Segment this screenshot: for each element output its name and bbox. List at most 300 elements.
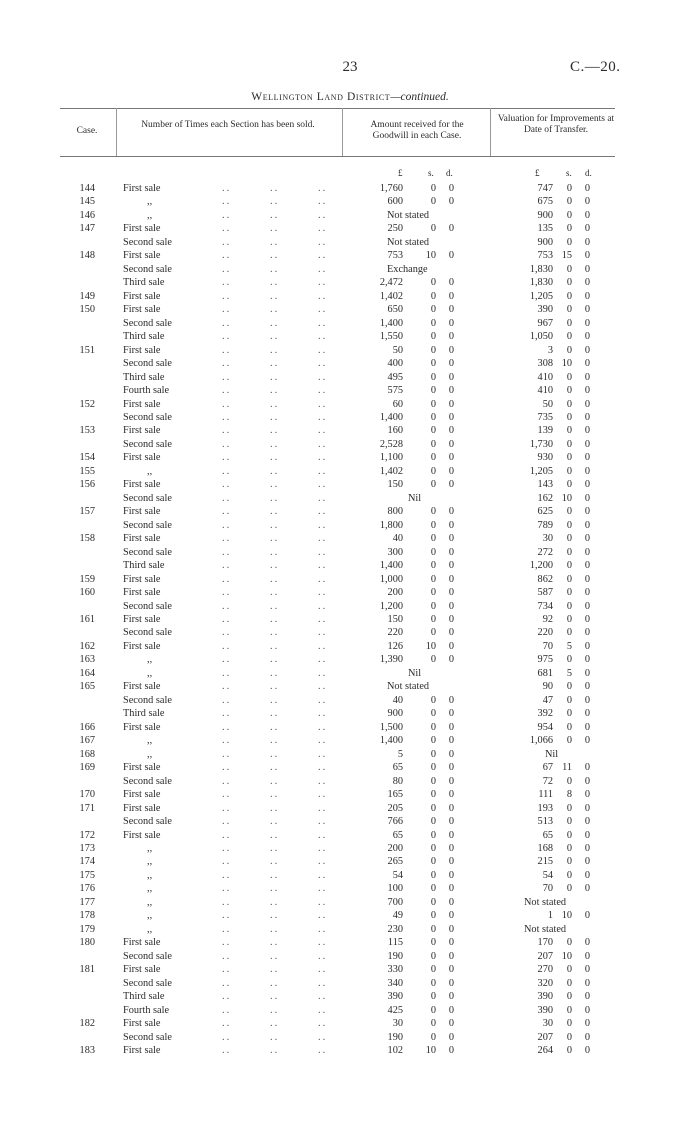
times-sold: First sale [123,614,161,625]
amount-shillings: 0 [430,977,436,989]
case-number: 178 [79,910,95,922]
valuation-pounds: 954 [537,721,553,733]
valuation-pounds: 220 [537,627,553,639]
leader-dots: .. [318,614,328,625]
leader-dots: .. [270,977,280,989]
valuation-pounds: 735 [537,411,553,423]
valuation-pounds: 308 [537,358,553,370]
case-number: 177 [79,896,95,908]
table-row [0,1004,700,1017]
leader-dots: .. [222,398,232,410]
table-title-suffix: —continued. [390,91,449,103]
amount-pounds: 126 [387,640,403,652]
amount-pence: 0 [448,1031,454,1043]
amount-pence: 0 [448,883,454,895]
amount-pence: 0 [448,344,454,356]
amount-pounds: 1,402 [379,465,403,477]
amount-shillings: 0 [430,829,436,841]
table-row [0,424,700,437]
valuation-pence: 0 [584,977,590,989]
leader-dots: .. [222,587,232,599]
times-sold: Second sale [123,627,172,639]
amount-shillings: 0 [430,600,436,612]
times-sold: First sale [123,250,161,262]
amount-pounds: 190 [387,1031,403,1043]
amount-pence: 0 [448,842,454,854]
leader-dots: .. [270,223,280,235]
valuation-shillings: 0 [566,614,572,625]
table-row [0,734,700,747]
valuation-pounds: 675 [537,196,553,208]
leader-dots: .. [270,869,280,881]
valuation-pound-label: £ [535,168,540,178]
valuation-pounds: 1,066 [529,735,553,747]
leader-dots: .. [318,479,328,491]
leader-dots: .. [318,1031,328,1043]
amount-shillings: 0 [430,721,436,733]
valuation-pence: 0 [584,681,590,693]
case-number: 174 [79,856,95,868]
amount-pence: 0 [448,640,454,652]
amount-pence: 0 [448,573,454,585]
valuation-pounds: 1,730 [529,438,553,450]
table-row [0,465,700,478]
table-row [0,222,700,235]
times-sold: ,, [147,896,153,908]
case-number: 145 [79,196,95,208]
times-sold: Second sale [123,317,172,329]
leader-dots: .. [270,1004,280,1016]
amount-pence: 0 [448,654,454,666]
amount-shillings: 0 [430,856,436,868]
valuation-pounds: 72 [542,775,553,787]
amount-pounds: 390 [387,991,403,1003]
leader-dots: .. [318,721,328,733]
table-row [0,855,700,868]
table-row [0,344,700,357]
amount-pounds: 200 [387,587,403,599]
leader-dots: .. [318,492,328,504]
valuation-shillings: 0 [566,694,572,706]
leader-dots: .. [270,923,280,935]
amount-pence: 0 [448,910,454,922]
times-sold: First sale [123,762,161,774]
leader-dots: .. [318,546,328,558]
times-sold: Third sale [123,560,165,572]
table-row [0,896,700,909]
times-sold: Second sale [123,1031,172,1043]
leader-dots: .. [270,694,280,706]
amount-shillings: 0 [430,317,436,329]
valuation-shillings: 0 [566,438,572,450]
leader-dots: .. [270,533,280,545]
amount-pounds: 2,528 [379,438,403,450]
leader-dots: .. [270,667,280,679]
leader-dots: .. [222,721,232,733]
amount-pounds: 1,550 [379,331,403,343]
amount-text: Not stated [387,236,430,248]
times-sold: Second sale [123,438,172,450]
amount-shillings: 0 [430,533,436,545]
valuation-shillings: 0 [566,735,572,747]
amount-pence: 0 [448,789,454,801]
valuation-shillings: 0 [566,775,572,787]
valuation-pounds: 143 [537,479,553,491]
valuation-pounds: 168 [537,842,553,854]
table-row [0,694,700,707]
table-row [0,573,700,586]
leader-dots: .. [270,196,280,208]
amount-shillings: 0 [430,883,436,895]
leader-dots: .. [270,883,280,895]
valuation-pounds: 193 [537,802,553,814]
amount-pence: 0 [448,748,454,760]
leader-dots: .. [270,452,280,464]
times-sold: Second sale [123,694,172,706]
amount-shillings: 0 [430,196,436,208]
leader-dots: .. [222,465,232,477]
times-sold: ,, [147,869,153,881]
leader-dots: .. [270,331,280,343]
amount-pence: 0 [448,977,454,989]
valuation-pounds: 967 [537,317,553,329]
valuation-pounds: 900 [537,209,553,221]
amount-pounds: 1,390 [379,654,403,666]
amount-pounds: 800 [387,506,403,518]
valuation-pounds: 90 [542,681,553,693]
amount-shillings: 0 [430,385,436,397]
valuation-shillings: 0 [566,277,572,289]
leader-dots: .. [222,546,232,558]
amount-pounds: 300 [387,546,403,558]
case-number: 151 [79,344,95,356]
amount-shillings: 10 [425,250,436,262]
valuation-shillings: 0 [566,263,572,275]
valuation-shillings: 0 [566,600,572,612]
header-top-rule [60,108,615,109]
leader-dots: .. [318,1018,328,1030]
leader-dots: .. [222,425,232,437]
leader-dots: .. [222,317,232,329]
times-sold: ,, [147,910,153,922]
case-number: 155 [79,465,95,477]
valuation-pounds: 135 [537,223,553,235]
leader-dots: .. [222,358,232,370]
valuation-pence: 0 [584,277,590,289]
valuation-shillings: 0 [566,236,572,248]
leader-dots: .. [222,250,232,262]
times-sold: Second sale [123,411,172,423]
valuation-pounds: 67 [542,762,553,774]
leader-dots: .. [318,344,328,356]
amount-pounds: 200 [387,842,403,854]
valuation-pounds: 747 [537,183,553,194]
valuation-pounds: 587 [537,587,553,599]
table-row [0,276,700,289]
leader-dots: .. [222,196,232,208]
leader-dots: .. [222,748,232,760]
leader-dots: .. [270,519,280,531]
case-number: 176 [79,883,95,895]
leader-dots: .. [270,991,280,1003]
leader-dots: .. [318,910,328,922]
times-sold: First sale [123,290,161,302]
leader-dots: .. [270,425,280,437]
valuation-pence: 0 [584,856,590,868]
amount-pounds: 495 [387,371,403,383]
amount-pence: 0 [448,802,454,814]
table-row [0,182,700,195]
leader-dots: .. [318,452,328,464]
leader-dots: .. [270,775,280,787]
times-sold: First sale [123,789,161,801]
leader-dots: .. [222,977,232,989]
leader-dots: .. [222,937,232,949]
times-sold: ,, [147,883,153,895]
case-number: 171 [79,802,95,814]
leader-dots: .. [270,964,280,976]
amount-shillings: 0 [430,950,436,962]
leader-dots: .. [318,196,328,208]
amount-shillings: 0 [430,964,436,976]
amount-shillings: 0 [430,411,436,423]
amount-pence: 0 [448,290,454,302]
amount-shillings: 0 [430,573,436,585]
leader-dots: .. [270,681,280,693]
amount-pounds: 54 [392,869,403,881]
valuation-shillings: 0 [566,304,572,316]
leader-dots: .. [318,304,328,316]
times-sold: ,, [147,842,153,854]
leader-dots: .. [318,708,328,720]
times-sold: Second sale [123,263,172,275]
col-header-amount: Amount received for the Goodwill in each Case. [370,120,464,141]
amount-pence: 0 [448,1018,454,1030]
amount-text: Exchange [387,263,428,275]
table-row [0,802,700,815]
table-row [0,761,700,774]
valuation-pounds: 392 [537,708,553,720]
times-sold: First sale [123,681,161,693]
amount-pence: 0 [448,991,454,1003]
valuation-pounds: 734 [537,600,553,612]
times-sold: ,, [147,735,153,747]
amount-pounds: 1,800 [379,519,403,531]
leader-dots: .. [318,277,328,289]
times-sold: First sale [123,1018,161,1030]
table-row [0,748,700,761]
case-number: 150 [79,304,95,316]
amount-pence: 0 [448,829,454,841]
leader-dots: .. [222,789,232,801]
amount-pence-label: d. [446,168,453,178]
leader-dots: .. [222,681,232,693]
leader-dots: .. [270,654,280,666]
valuation-pence: 0 [584,263,590,275]
valuation-shillings: 0 [566,344,572,356]
times-sold: First sale [123,304,161,316]
valuation-pounds: 70 [542,883,553,895]
amount-shillings: 0 [430,910,436,922]
amount-shillings: 0 [430,694,436,706]
case-number: 147 [79,223,95,235]
leader-dots: .. [222,775,232,787]
leader-dots: .. [270,398,280,410]
amount-shillings: 0 [430,465,436,477]
valuation-shillings: 0 [566,452,572,464]
amount-shillings: 0 [430,896,436,908]
amount-pence: 0 [448,425,454,437]
leader-dots: .. [222,290,232,302]
valuation-pence: 0 [584,910,590,922]
leader-dots: .. [222,829,232,841]
amount-pounds: 425 [387,1004,403,1016]
leader-dots: .. [222,560,232,572]
leader-dots: .. [270,950,280,962]
amount-shillings: 0 [430,452,436,464]
leader-dots: .. [270,277,280,289]
leader-dots: .. [318,842,328,854]
amount-pence: 0 [448,869,454,881]
leader-dots: .. [318,829,328,841]
amount-pounds: 1,400 [379,735,403,747]
valuation-shillings: 0 [566,560,572,572]
times-sold: ,, [147,748,153,760]
valuation-pence: 0 [584,183,590,194]
table-row [0,209,700,222]
leader-dots: .. [270,304,280,316]
amount-pounds: 700 [387,896,403,908]
leader-dots: .. [318,748,328,760]
table-row [0,330,700,343]
amount-pounds: 150 [387,614,403,625]
amount-pence: 0 [448,896,454,908]
case-number: 183 [79,1045,95,1056]
leader-dots: .. [270,1045,280,1056]
amount-pence: 0 [448,385,454,397]
table-row [0,923,700,936]
leader-dots: .. [318,667,328,679]
table-row [0,236,700,249]
leader-dots: .. [318,735,328,747]
table-row [0,613,700,626]
table-row [0,357,700,370]
valuation-pounds: 65 [542,829,553,841]
valuation-pounds: 1,205 [529,465,553,477]
valuation-pence: 0 [584,250,590,262]
valuation-pounds: 30 [542,533,553,545]
valuation-shillings: 0 [566,937,572,949]
leader-dots: .. [222,452,232,464]
col-header-case: Case. [76,126,98,136]
valuation-pence: 0 [584,519,590,531]
leader-dots: .. [222,385,232,397]
amount-shillings: 0 [430,842,436,854]
times-sold: Fourth sale [123,385,170,397]
leader-dots: .. [318,640,328,652]
table-row [0,869,700,882]
case-number: 153 [79,425,95,437]
case-number: 166 [79,721,95,733]
amount-pounds: 766 [387,816,403,828]
valuation-pence: 0 [584,304,590,316]
amount-pounds: 50 [392,344,403,356]
leader-dots: .. [318,183,328,194]
leader-dots: .. [222,708,232,720]
leader-dots: .. [318,371,328,383]
amount-shillings: 0 [430,1031,436,1043]
valuation-pounds: 70 [542,640,553,652]
leader-dots: .. [222,802,232,814]
valuation-pence: 0 [584,1045,590,1056]
leader-dots: .. [222,371,232,383]
amount-shillings: 0 [430,869,436,881]
valuation-pence-label: d. [585,168,592,178]
amount-shillings: 0 [430,519,436,531]
case-number: 181 [79,964,95,976]
valuation-shillings: 0 [566,223,572,235]
valuation-pounds: 1,205 [529,290,553,302]
table-row [0,788,700,801]
valuation-pence: 0 [584,560,590,572]
valuation-shillings: 0 [566,856,572,868]
amount-shillings: 0 [430,546,436,558]
table-row [0,829,700,842]
leader-dots: .. [270,438,280,450]
table-title [0,91,700,103]
times-sold: First sale [123,937,161,949]
valuation-pence: 0 [584,627,590,639]
leader-dots: .. [318,802,328,814]
leader-dots: .. [222,1045,232,1056]
amount-pence: 0 [448,452,454,464]
leader-dots: .. [270,910,280,922]
amount-shillings: 10 [425,640,436,652]
leader-dots: .. [222,762,232,774]
table-row [0,977,700,990]
amount-pounds: 102 [387,1045,403,1056]
case-number: 167 [79,735,95,747]
times-sold: Third sale [123,708,165,720]
valuation-pounds: 47 [542,694,553,706]
amount-pounds: 65 [392,829,403,841]
leader-dots: .. [222,627,232,639]
amount-text: Not stated [387,681,430,693]
amount-shillings: 0 [430,789,436,801]
leader-dots: .. [270,721,280,733]
case-number: 157 [79,506,95,518]
times-sold: First sale [123,506,161,518]
valuation-pounds: 92 [542,614,553,625]
valuation-pounds: 753 [537,250,553,262]
valuation-shillings: 0 [566,290,572,302]
amount-pence: 0 [448,708,454,720]
amount-pounds: 340 [387,977,403,989]
valuation-pounds: 170 [537,937,553,949]
amount-shillings: 0 [430,304,436,316]
valuation-pence: 0 [584,209,590,221]
valuation-pounds: 625 [537,506,553,518]
table-row [0,1031,700,1044]
table-row [0,775,700,788]
case-number: 179 [79,923,95,935]
times-sold: Second sale [123,977,172,989]
valuation-shilling-label: s. [566,168,572,178]
leader-dots: .. [318,573,328,585]
leader-dots: .. [318,290,328,302]
table-row [0,882,700,895]
table-row [0,478,700,491]
